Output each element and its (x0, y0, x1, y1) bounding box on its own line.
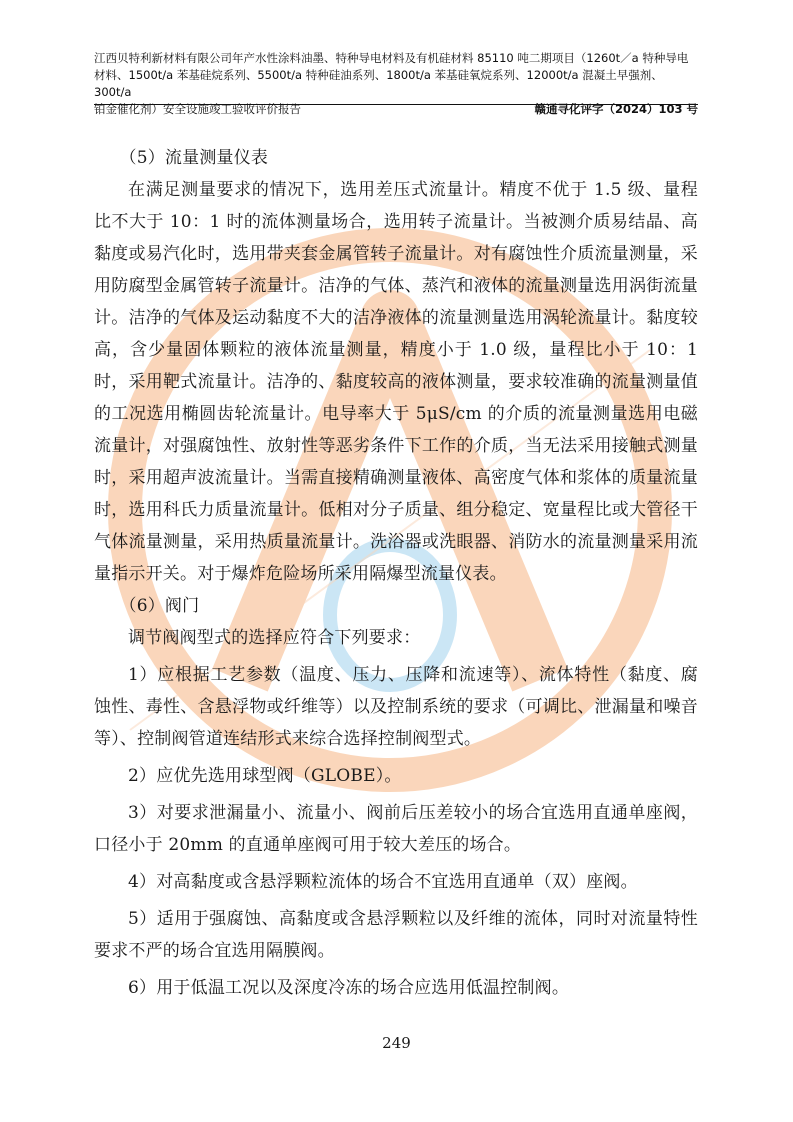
header-title-line2: 材料、1500t/a 苯基硅烷系列、5500t/a 特种硅油系列、1800t/a 苯基硅氧烷系列、12000t/a 混凝土早强剂、300t/a (94, 68, 663, 99)
valve-section-heading: （6）阀门 (119, 596, 200, 616)
header-title-line3: 铂金催化剂）安全设施竣工验收评价报告 (94, 102, 301, 116)
page-header (94, 50, 698, 118)
page-number: 249 (382, 1034, 411, 1052)
header-report-number: 赣通寻化评字（2024）103 号 (534, 102, 698, 116)
valve-item-4: 4）对高黏度或含悬浮颗粒流体的场合不宜选用直通单（双）座阀。 (128, 872, 638, 892)
valve-item-1: 1）应根据工艺参数（温度、压力、压降和流速等）、流体特性（黏度、腐蚀性、毒性、含悬浮物或纤维等）以及控制系统的要求（可调比、泄漏量和噪音等）、控制阀管道连结形式来综合选择控制阀型式。 (94, 665, 698, 749)
valve-item-6: 6）用于低温工况以及深度冷冻的场合应选用低温控制阀。 (128, 978, 570, 998)
header-title-line1: 江西贝特利新材料有限公司年产水性涂料油墨、特种导电材料及有机硅材料 85110 吨二期项目（1260t／a 特种导电 (94, 51, 689, 65)
valve-intro: 调节阀阀型式的选择应符合下列要求： (128, 628, 421, 648)
flow-section-paragraph: 在满足测量要求的情况下，选用差压式流量计。精度不优于 1.5 级、量程比不大于 10：1 时的流体测量场合，选用转子流量计。当被测介质易结晶、高黏度或易汽化时，选用带夹套金属管转子流量计。对有腐蚀性介质流量测量，采用防腐型金属管转子流量计。洁净的气体、蒸汽和液体的流量测量选用涡街流量计。洁净的气体及运动黏度不大的洁净液体的流量测量选用涡轮流量计。黏度较高，含少量固体颗粒的液体流量测量，精度小于 1.0 级，量程比小于 10：1 时，采用靶式流量计。洁净的、黏度较高的液体测量，要求较准确的流量测量值的工况选用椭圆齿轮流量计。电导率大于 5μS/cm 的介质的流量测量选用电磁流量计，对强腐蚀性、放射性等恶劣条件下工作的介质，当无法采用接触式测量时，采用超声波流量计。当需直接精确测量液体、高密度气体和浆体的质量流量时，选用科氏力质量流量计。低相对分子质量、组分稳定、宽量程比或大管径干气体流量测量，采用热质量流量计。洗浴器或洗眼器、消防水的流量测量采用流量指示开关。对于爆炸危险场所采用隔爆型流量仪表。 (94, 180, 698, 584)
header-divider (94, 104, 698, 105)
valve-item-3: 3）对要求泄漏量小、流量小、阀前后压差较小的场合宜选用直通单座阀，口径小于 20mm 的直通单座阀可用于较大差压的场合。 (94, 803, 698, 855)
valve-item-2: 2）应优先选用球型阀（GLOBE）。 (128, 766, 402, 786)
flow-section-heading: （5）流量测量仪表 (119, 148, 269, 168)
valve-item-5: 5）适用于强腐蚀、高黏度或含悬浮颗粒以及纤维的流体，同时对流量特性要求不严的场合宜选用隔膜阀。 (94, 909, 698, 961)
main-content (94, 142, 698, 1004)
